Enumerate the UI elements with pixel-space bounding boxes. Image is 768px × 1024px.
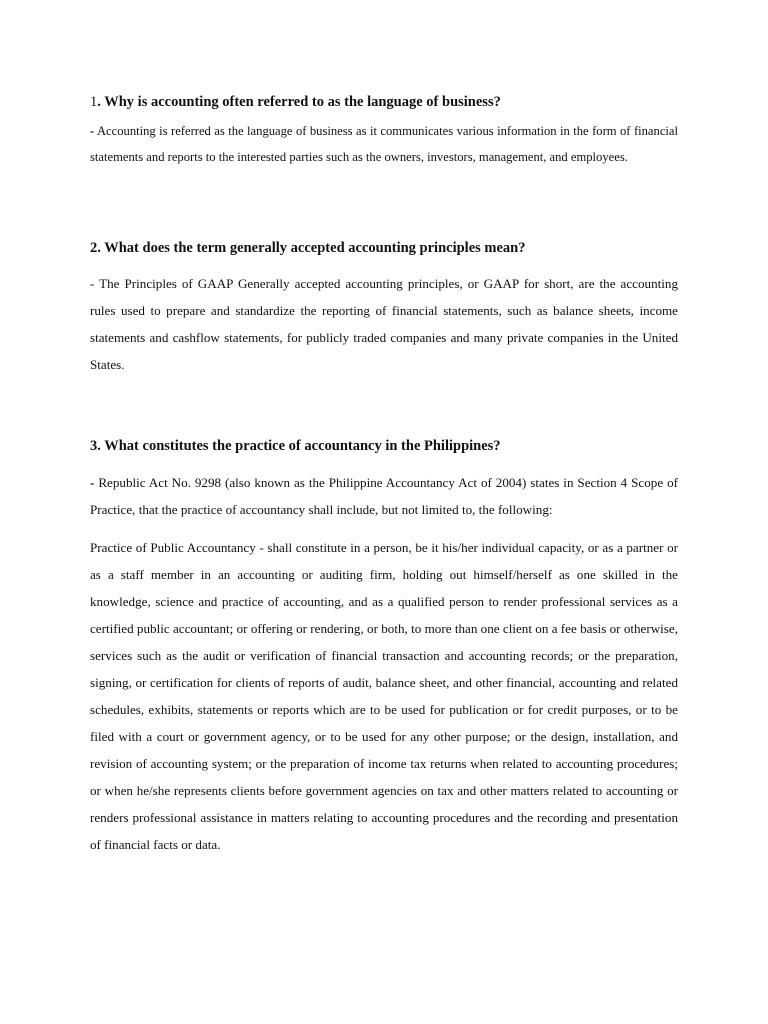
answer-3-body: Republic Act No. 9298 (also known as the Philippine Accountancy Act of 2004) states in Section 4 Scope of Practice, that the practice of accountancy shall include, but not limited to, the following:: [90, 475, 678, 517]
question-1: [90, 92, 678, 112]
answer-3-paragraph-text: Practice of Public Accountancy - shall constitute in a person, be it his/her individual capacity, or as a partner or as a staff member in an accounting or auditing firm, holding out himself/herself as one skilled in the knowledge, science and practice of accounting, and as a qualified person to render professional services as a certified public accountant; or offering or rendering, or both, to more than one client on a fee basis or otherwise, services such as the audit or verification of financial transaction and accounting records; or the preparation, signing, or certification for clients of reports of audit, balance sheet, and other financial, accounting and related schedules, exhibits, statements or reports which are to be used for publication or for credit purposes, or to be filed with a court or government agency, or to be used for any other purpose; or the design, installation, and revision of accounting system; or the preparation of income tax returns when related to accounting procedures; or when he/she represents clients before government agencies on tax and other matters related to accounting or renders professional assistance in matters relating to accounting procedures and the recording and presentation of financial facts or data.: [90, 540, 678, 852]
answer-1: [90, 118, 678, 170]
answer-1-text: [90, 118, 678, 170]
question-1-text: [90, 92, 678, 112]
answer-1-body: Accounting is referred as the language of business as it communicates various information in the form of financial statements and reports to the interested parties such as the owners, investors, management, and employees.: [90, 124, 678, 164]
answer-1-dash: -: [90, 124, 95, 138]
question-2: [90, 238, 678, 258]
answer-3-dash: -: [90, 475, 95, 490]
answer-3: [90, 469, 678, 523]
question-1-body: . Why is accounting often referred to as the language of business?: [97, 94, 501, 110]
question-3: [90, 436, 678, 456]
answer-2: [90, 270, 678, 378]
question-2-text: 2. What does the term generally accepted accounting principles mean?: [90, 240, 526, 256]
question-3-text: 3. What constitutes the practice of accountancy in the Philippines?: [90, 438, 501, 454]
answer-2-text: - The Principles of GAAP Generally accepted accounting principles, or GAAP for short, are the accounting rules used to prepare and standardize the reporting of financial statements, such as balance sheets, income statements and cashflow statements, for publicly traded companies and many private companies in the United States.: [90, 276, 678, 372]
answer-3-text: [90, 469, 678, 523]
answer-3-paragraph: [90, 534, 678, 858]
question-1-number: 1: [90, 94, 98, 110]
